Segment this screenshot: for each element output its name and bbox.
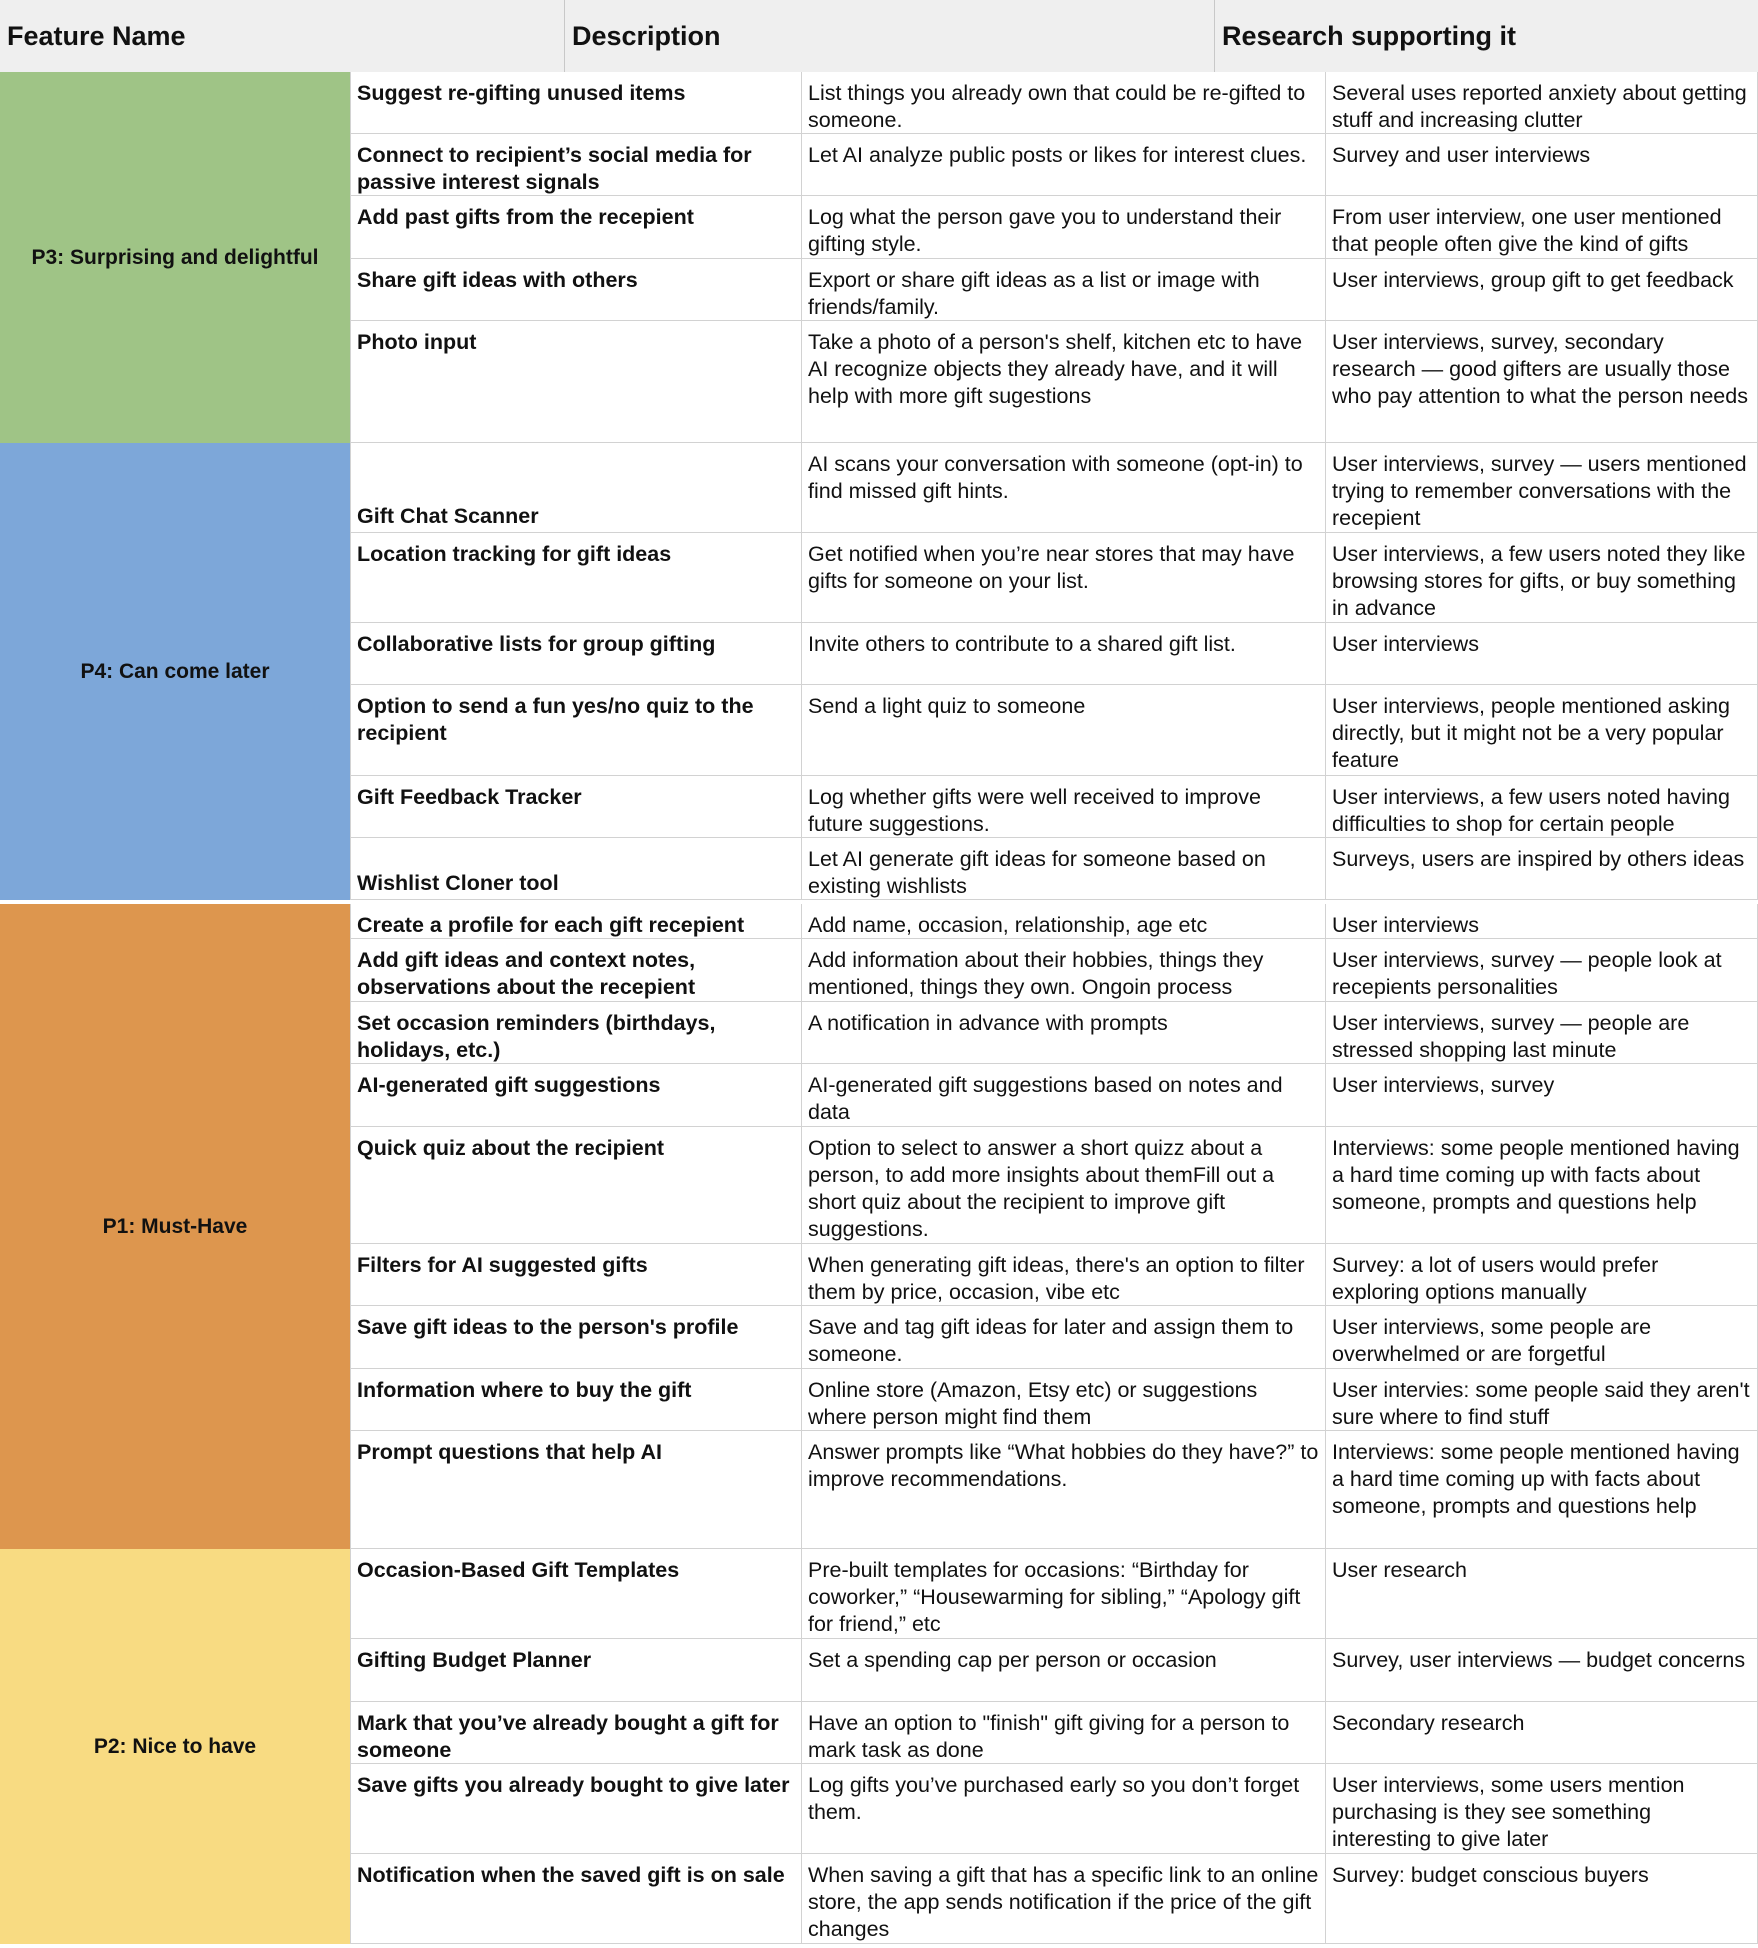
table-row (350, 134, 1758, 196)
description-cell[interactable]: Save and tag gift ideas for later and assign them to someone. (801, 1306, 1325, 1368)
column-header-feature-name[interactable]: Feature Name (0, 0, 565, 72)
research-cell[interactable]: User interviews, a few users noted having difficulties to shop for certain people (1325, 776, 1758, 837)
description-cell[interactable]: Let AI generate gift ideas for someone based on existing wishlists (801, 838, 1325, 899)
research-cell[interactable]: User interviews (1325, 623, 1758, 684)
description-cell[interactable]: Log what the person gave you to understand their gifting style. (801, 196, 1325, 258)
table-row (350, 1127, 1758, 1244)
research-cell[interactable]: User interviews, survey — users mentioned trying to remember conversations with the recepient (1325, 443, 1758, 532)
table-row (350, 533, 1758, 623)
feature-name-cell[interactable]: Gift Chat Scanner (350, 443, 801, 532)
research-cell[interactable]: User intervies: some people said they aren't sure where to find stuff (1325, 1369, 1758, 1430)
research-cell[interactable]: Surveys, users are inspired by others ideas (1325, 838, 1758, 899)
description-cell[interactable]: Get notified when you’re near stores that may have gifts for someone on your list. (801, 533, 1325, 622)
feature-name-cell[interactable]: Gifting Budget Planner (350, 1639, 801, 1701)
description-cell[interactable]: AI scans your conversation with someone (opt-in) to find missed gift hints. (801, 443, 1325, 532)
table-row (350, 1244, 1758, 1306)
description-cell[interactable]: When generating gift ideas, there's an option to filter them by price, occasion, vibe etc (801, 1244, 1325, 1305)
table-row (350, 776, 1758, 838)
feature-name-cell[interactable]: Information where to buy the gift (350, 1369, 801, 1430)
feature-name-cell[interactable]: Photo input (350, 321, 801, 442)
research-cell[interactable]: Several uses reported anxiety about getting stuff and increasing clutter (1325, 72, 1758, 133)
feature-name-cell[interactable]: Option to send a fun yes/no quiz to the recipient (350, 685, 801, 775)
priority-group (0, 904, 1758, 1549)
research-cell[interactable]: Survey and user interviews (1325, 134, 1758, 195)
table-row (350, 1002, 1758, 1064)
table-row (350, 838, 1758, 900)
table-row (350, 1639, 1758, 1702)
feature-name-cell[interactable]: Occasion-Based Gift Templates (350, 1549, 801, 1638)
research-cell[interactable]: User interviews, a few users noted they like browsing stores for gifts, or buy something in advance (1325, 533, 1758, 622)
research-cell[interactable]: User research (1325, 1549, 1758, 1638)
description-cell[interactable]: Invite others to contribute to a shared gift list. (801, 623, 1325, 684)
research-cell[interactable]: User interviews, survey, secondary research — good gifters are usually those who pay attention to what the person needs (1325, 321, 1758, 442)
description-cell[interactable]: Export or share gift ideas as a list or image with friends/family. (801, 259, 1325, 320)
priority-group (0, 72, 1758, 443)
research-cell[interactable]: Survey: a lot of users would prefer exploring options manually (1325, 1244, 1758, 1305)
description-cell[interactable]: Pre-built templates for occasions: “Birthday for coworker,” “Housewarming for sibling,” “Apology gift for friend,” etc (801, 1549, 1325, 1638)
description-cell[interactable]: Online store (Amazon, Etsy etc) or suggestions where person might find them (801, 1369, 1325, 1430)
table-row (350, 1702, 1758, 1764)
column-header-description[interactable]: Description (565, 0, 1215, 72)
description-cell[interactable]: Answer prompts like “What hobbies do they have?” to improve recommendations. (801, 1431, 1325, 1548)
feature-name-cell[interactable]: Notification when the saved gift is on sale (350, 1854, 801, 1943)
feature-name-cell[interactable]: Save gifts you already bought to give later (350, 1764, 801, 1853)
feature-name-cell[interactable]: Gift Feedback Tracker (350, 776, 801, 837)
feature-name-cell[interactable]: Connect to recipient’s social media for passive interest signals (350, 134, 801, 195)
table-row (350, 623, 1758, 685)
research-cell[interactable]: Interviews: some people mentioned having a hard time coming up with facts about someone, prompts and questions help (1325, 1431, 1758, 1548)
feature-name-cell[interactable]: Add gift ideas and context notes, observations about the recepient (350, 939, 801, 1001)
description-cell[interactable]: When saving a gift that has a specific link to an online store, the app sends notification if the price of the gift changes (801, 1854, 1325, 1943)
feature-name-cell[interactable]: AI-generated gift suggestions (350, 1064, 801, 1126)
feature-name-cell[interactable]: Collaborative lists for group gifting (350, 623, 801, 684)
description-cell[interactable]: Log gifts you’ve purchased early so you don’t forget them. (801, 1764, 1325, 1853)
priority-group (0, 443, 1758, 900)
description-cell[interactable]: Take a photo of a person's shelf, kitchen etc to have AI recognize objects they already have, and it will help with more gift sugestions (801, 321, 1325, 442)
table-row (350, 939, 1758, 1002)
feature-name-cell[interactable]: Wishlist Cloner tool (350, 838, 801, 899)
description-cell[interactable]: Add information about their hobbies, things they mentioned, things they own. Ongoin process (801, 939, 1325, 1001)
feature-name-cell[interactable]: Share gift ideas with others (350, 259, 801, 320)
priority-group (0, 1549, 1758, 1944)
table-row (350, 1369, 1758, 1431)
research-cell[interactable]: User interviews, group gift to get feedback (1325, 259, 1758, 320)
research-cell[interactable]: User interviews, people mentioned asking directly, but it might not be a very popular feature (1325, 685, 1758, 775)
feature-name-cell[interactable]: Set occasion reminders (birthdays, holidays, etc.) (350, 1002, 801, 1063)
research-cell[interactable]: Secondary research (1325, 1702, 1758, 1763)
priority-label[interactable]: P3: Surprising and delightful (0, 72, 350, 443)
feature-name-cell[interactable]: Prompt questions that help AI (350, 1431, 801, 1548)
table-row (350, 259, 1758, 321)
table-row (350, 443, 1758, 533)
research-cell[interactable]: From user interview, one user mentioned that people often give the kind of gifts (1325, 196, 1758, 258)
table-row (350, 72, 1758, 134)
feature-name-cell[interactable]: Save gift ideas to the person's profile (350, 1306, 801, 1368)
table-row (350, 1549, 1758, 1639)
table-row (350, 1764, 1758, 1854)
research-cell[interactable]: Survey: budget conscious buyers (1325, 1854, 1758, 1943)
priority-label[interactable]: P4: Can come later (0, 443, 350, 900)
feature-name-cell[interactable]: Mark that you’ve already bought a gift for someone (350, 1702, 801, 1763)
research-cell[interactable]: Interviews: some people mentioned having a hard time coming up with facts about someone, prompts and questions help (1325, 1127, 1758, 1243)
feature-name-cell[interactable]: Add past gifts from the recepient (350, 196, 801, 258)
description-cell[interactable]: Option to select to answer a short quizz about a person, to add more insights about themFill out a short quiz about the recipient to improve gift suggestions. (801, 1127, 1325, 1243)
priority-label[interactable]: P1: Must-Have (0, 904, 350, 1549)
feature-name-cell[interactable]: Quick quiz about the recipient (350, 1127, 801, 1243)
research-cell[interactable]: User interviews, some people are overwhelmed or are forgetful (1325, 1306, 1758, 1368)
column-header-research[interactable]: Research supporting it (1222, 21, 1517, 51)
description-cell[interactable]: Send a light quiz to someone (801, 685, 1325, 775)
feature-name-cell[interactable]: Suggest re-gifting unused items (350, 72, 801, 133)
table-header (0, 0, 1758, 73)
table-row (350, 1064, 1758, 1127)
table-row (350, 196, 1758, 259)
table-row (350, 1854, 1758, 1944)
table-row (350, 904, 1758, 939)
description-cell[interactable]: Log whether gifts were well received to improve future suggestions. (801, 776, 1325, 837)
table-row (350, 1306, 1758, 1369)
research-cell[interactable]: User interviews, survey (1325, 1064, 1758, 1126)
feature-name-cell[interactable]: Filters for AI suggested gifts (350, 1244, 801, 1305)
feature-name-cell[interactable]: Create a profile for each gift recepient (350, 904, 801, 938)
research-cell[interactable]: User interviews, survey — people are stressed shopping last minute (1325, 1002, 1758, 1063)
research-cell[interactable]: User interviews (1325, 904, 1758, 938)
description-cell[interactable]: Set a spending cap per person or occasion (801, 1639, 1325, 1701)
description-cell[interactable]: AI-generated gift suggestions based on notes and data (801, 1064, 1325, 1126)
description-cell[interactable]: List things you already own that could be re-gifted to someone. (801, 72, 1325, 133)
description-cell[interactable]: Let AI analyze public posts or likes for interest clues. (801, 134, 1325, 195)
description-cell[interactable]: Have an option to "finish" gift giving for a person to mark task as done (801, 1702, 1325, 1763)
table-row (350, 321, 1758, 443)
description-cell[interactable]: A notification in advance with prompts (801, 1002, 1325, 1063)
research-cell[interactable]: User interviews, survey — people look at recepients personalities (1325, 939, 1758, 1001)
feature-name-cell[interactable]: Location tracking for gift ideas (350, 533, 801, 622)
table-row (350, 685, 1758, 776)
description-cell[interactable]: Add name, occasion, relationship, age etc (801, 904, 1325, 938)
research-cell[interactable]: User interviews, some users mention purchasing is they see something interesting to give later (1325, 1764, 1758, 1853)
priority-label[interactable]: P2: Nice to have (0, 1549, 350, 1944)
research-cell[interactable]: Survey, user interviews — budget concerns (1325, 1639, 1758, 1701)
table-row (350, 1431, 1758, 1549)
